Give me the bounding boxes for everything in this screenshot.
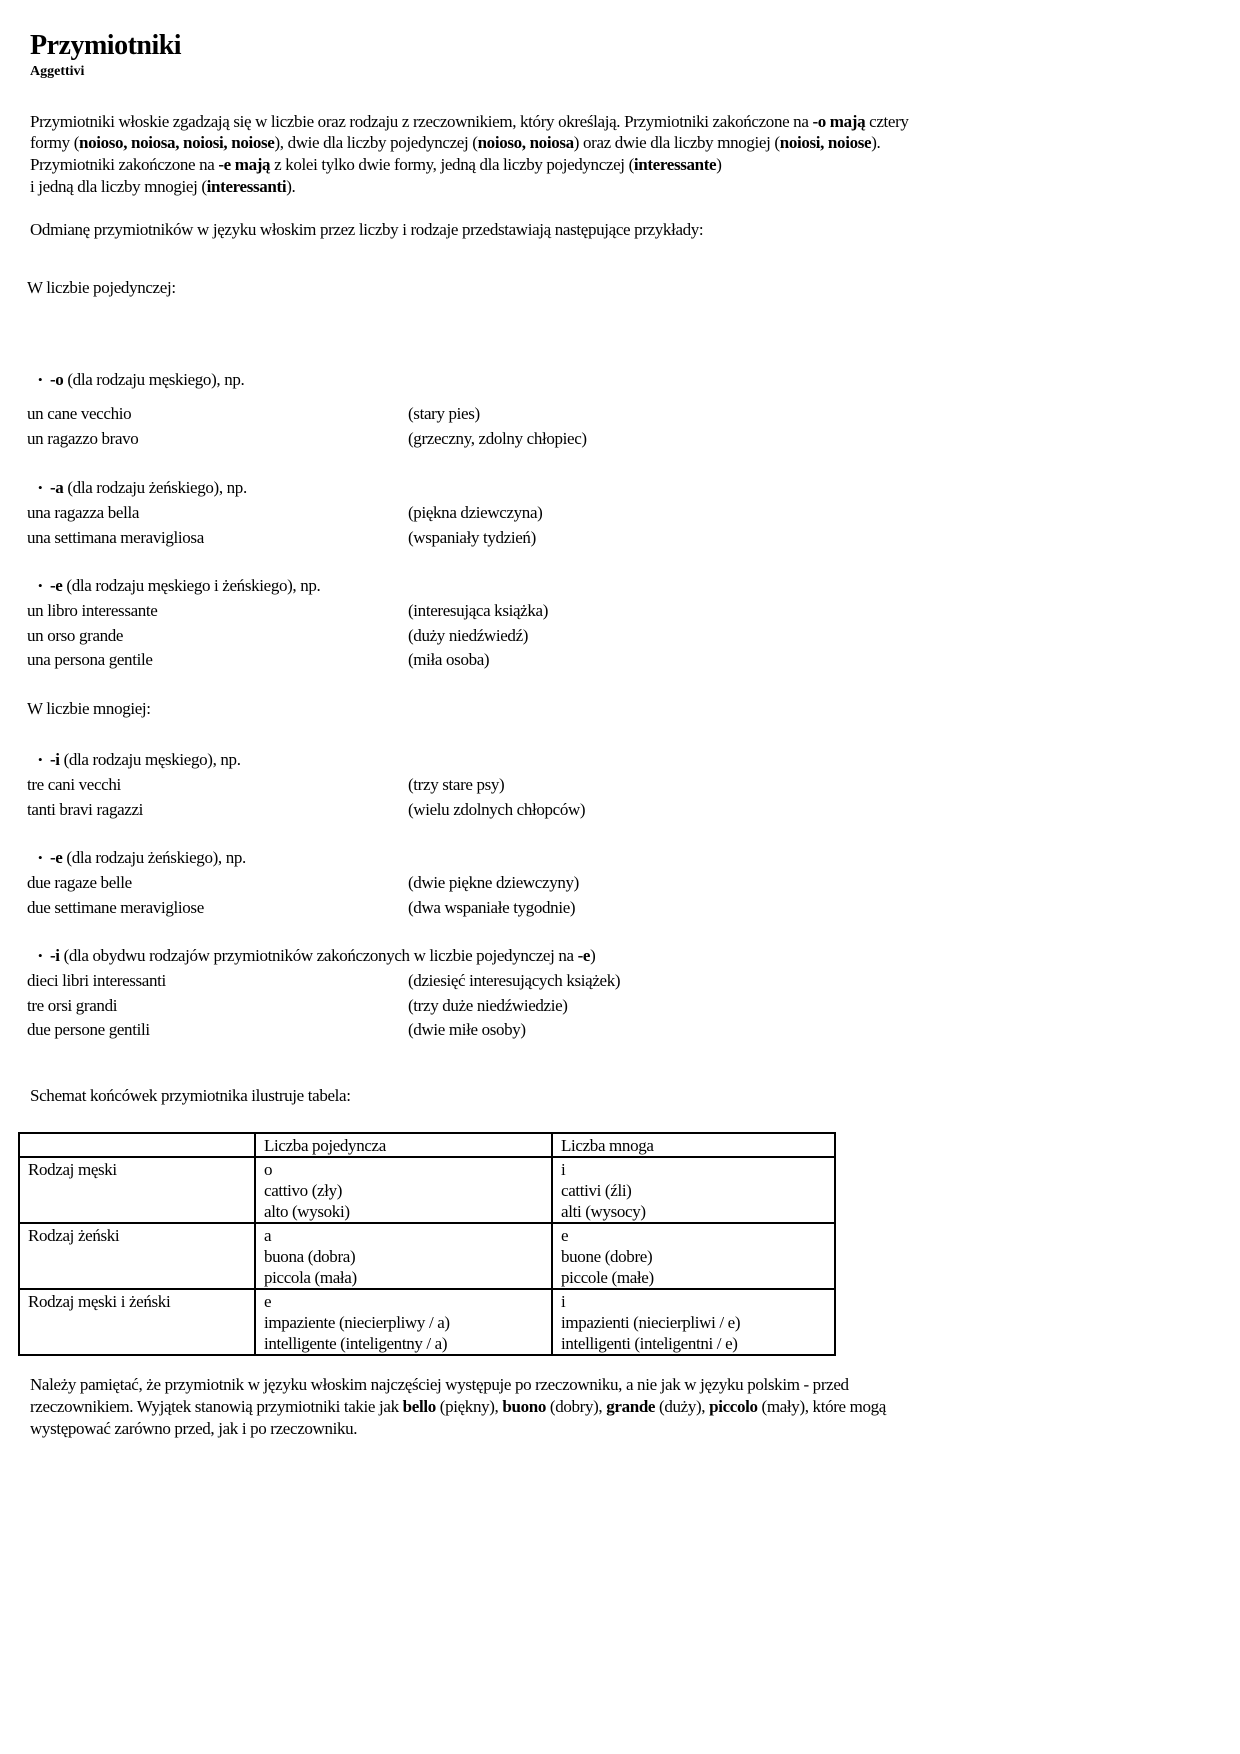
text-run: due persone gentili <box>27 1020 150 1039</box>
text-run: Przymiotniki włoskie zgadzają się w liczbie oraz rodzaju z rzeczownikiem, który określają. Przymiotniki zakończone na <box>30 112 813 131</box>
cell-line: i <box>561 1160 566 1179</box>
example-italian <box>27 775 121 795</box>
example-italian <box>27 601 158 621</box>
text-run: Należy pamiętać, że przymiotnik w języku włoskim najczęściej występuje po rzeczowniku, a nie jak w języku polskim - przed <box>30 1375 849 1394</box>
intro-paragraph-line <box>30 112 909 132</box>
text-run: • <box>38 850 43 865</box>
text-run: z kolei tylko dwie formy, jedną dla liczby pojedynczej ( <box>270 155 634 174</box>
text-run: Przymiotniki zakończone na <box>30 155 219 174</box>
bullet-icon <box>38 576 42 596</box>
bold-text: -i <box>50 750 60 769</box>
bullet-item <box>50 750 241 770</box>
text-run: • <box>38 480 43 495</box>
text-run: Odmianę przymiotników w języku włoskim przez liczby i rodzaje przedstawiają następujące przykłady: <box>30 220 704 239</box>
example-italian <box>27 650 153 670</box>
text-run: (dla rodzaju męskiego), np. <box>63 370 245 389</box>
example-translation <box>408 528 536 548</box>
cell-line: intelligenti (inteligentni / e) <box>561 1334 738 1353</box>
text-run: cztery <box>865 112 909 131</box>
cell-line: buona (dobra) <box>264 1247 356 1266</box>
bold-text: interessanti <box>206 177 287 196</box>
conclusion-paragraph-line <box>30 1375 849 1395</box>
bold-text: bello <box>402 1397 436 1416</box>
text-run: (dla rodzaju żeńskiego), np. <box>63 478 247 497</box>
example-italian <box>27 429 138 449</box>
table-cell <box>255 1223 552 1289</box>
example-italian <box>27 996 117 1016</box>
table-row <box>19 1223 835 1289</box>
table-header-cell: Liczba mnoga <box>552 1133 835 1157</box>
cell-line: alti (wysocy) <box>561 1202 646 1221</box>
singular-heading-line <box>27 278 176 298</box>
cell-line: cattivi (źli) <box>561 1181 632 1200</box>
bold-text: interessante <box>633 155 717 174</box>
text-run: formy ( <box>30 133 80 152</box>
bullet-icon <box>38 750 42 770</box>
example-translation <box>408 503 542 523</box>
example-italian <box>27 1020 150 1040</box>
cell-line: a <box>264 1226 272 1245</box>
bold-text: noioso, noiosa, noiosi, noiose <box>79 133 275 152</box>
table-cell <box>255 1157 552 1223</box>
table-header-cell <box>19 1133 255 1157</box>
text-run: (duży niedźwiedź) <box>408 625 529 645</box>
example-translation <box>408 898 575 918</box>
cell-line: Rodzaj żeński <box>28 1226 120 1245</box>
text-run: • <box>38 752 43 767</box>
table-cell <box>255 1289 552 1355</box>
text-run: (trzy stare psy) <box>408 775 505 794</box>
bold-text: -e <box>577 946 591 965</box>
bold-text: noioso, noiosa <box>477 133 574 152</box>
text-run: ) <box>716 155 722 174</box>
example-italian <box>27 503 139 523</box>
cell-line: cattivo (zły) <box>264 1181 343 1200</box>
example-translation <box>408 429 587 449</box>
table-row <box>19 1289 835 1355</box>
cell-line: Rodzaj męski i żeński <box>28 1292 171 1311</box>
bold-text: -i <box>50 946 60 965</box>
example-translation <box>408 775 504 795</box>
example-translation <box>408 626 528 646</box>
text-run: (duży), <box>655 1397 710 1416</box>
text-run: (interesująca książka) <box>408 601 549 620</box>
text-run: (wspaniały tydzień) <box>408 527 536 547</box>
example-italian <box>27 626 123 646</box>
table-row <box>19 1157 835 1223</box>
page-subtitle: Aggettivi <box>30 64 85 79</box>
text-run: ). <box>871 133 881 152</box>
table-cell <box>19 1223 255 1289</box>
text-run: (wielu zdolnych chłopców) <box>408 799 586 819</box>
bold-text: -a <box>50 478 64 497</box>
text-run: (dla obydwu rodzajów przymiotników zakończonych w liczbie pojedynczej na <box>59 946 578 965</box>
intro-paragraph-line <box>30 155 722 175</box>
bold-text: noiosi, noiose <box>779 133 872 152</box>
text-run: ). <box>286 177 296 196</box>
table-header-cell: Liczba pojedyncza <box>255 1133 552 1157</box>
example-translation <box>408 601 548 621</box>
table-header-row <box>19 1133 835 1157</box>
bullet-icon <box>38 946 42 966</box>
plural-heading-line <box>27 699 151 719</box>
bullet-icon <box>38 848 42 868</box>
text-run: występować zarówno przed, jak i po rzeczowniku. <box>30 1419 358 1438</box>
example-translation <box>408 1020 526 1040</box>
bullet-item <box>50 848 246 868</box>
text-run: una persona gentile <box>27 650 153 669</box>
table-cell <box>552 1223 835 1289</box>
example-italian <box>27 528 204 548</box>
table-cell <box>552 1289 835 1355</box>
text-run: rzeczownikiem. Wyjątek stanowią przymiotniki takie jak <box>30 1397 403 1416</box>
bold-text: -o <box>50 370 64 389</box>
text-run: (dwa wspaniałe tygodnie) <box>408 897 576 917</box>
intro-paragraph-line <box>30 177 295 197</box>
table-intro-line <box>30 1086 351 1106</box>
text-run: • <box>38 948 43 963</box>
intro-paragraph-line <box>30 133 880 153</box>
example-italian <box>27 898 204 918</box>
text-run: (dziesięć interesujących książek) <box>408 971 621 990</box>
table-cell <box>19 1289 255 1355</box>
bold-text: grande <box>606 1397 656 1416</box>
bold-text: -e <box>50 576 63 595</box>
text-run: tanti bravi ragazzi <box>27 799 144 819</box>
text-run: (miła osoba) <box>408 650 490 669</box>
text-run: (piękny), <box>435 1397 503 1416</box>
bullet-item <box>50 576 320 596</box>
text-run: (dla rodzaju męskiego), np. <box>59 750 241 769</box>
cell-line: piccole (małe) <box>561 1268 654 1287</box>
bold-text: piccolo <box>709 1397 758 1416</box>
example-translation <box>408 650 489 670</box>
example-italian <box>27 800 143 820</box>
text-run: • <box>38 372 43 387</box>
cell-line: buone (dobre) <box>561 1247 653 1266</box>
text-run: (trzy duże niedźwiedzie) <box>408 995 568 1015</box>
example-translation <box>408 404 480 424</box>
text-run: • <box>38 578 43 593</box>
text-run: una ragazza bella <box>27 503 140 522</box>
text-run: Schemat końcówek przymiotnika ilustruje tabela: <box>30 1086 351 1105</box>
text-run: (dobry), <box>545 1397 607 1416</box>
example-italian <box>27 873 132 893</box>
text-run: W liczbie pojedynczej: <box>27 278 176 297</box>
text-run: una settimana meravigliosa <box>27 527 204 547</box>
table-cell <box>552 1157 835 1223</box>
bold-text: -e <box>50 848 63 867</box>
text-run: ) oraz dwie dla liczby mnogiej ( <box>573 133 780 152</box>
bold-text: -o mają <box>812 112 866 131</box>
text-run: i jedną dla liczby mnogiej ( <box>30 177 207 196</box>
page-title: Przymiotniki <box>30 30 182 61</box>
cell-line: i <box>561 1292 566 1311</box>
example-translation <box>408 996 568 1016</box>
bullet-icon <box>38 478 42 498</box>
cell-line: impaziente (niecierpliwy / a) <box>264 1313 450 1332</box>
conclusion-paragraph-line <box>30 1419 357 1439</box>
text-run: due ragaze belle <box>27 873 132 892</box>
text-run: un ragazzo bravo <box>27 428 139 448</box>
text-run: un orso grande <box>27 625 124 645</box>
text-run: (dwie piękne dziewczyny) <box>408 873 579 892</box>
bullet-item <box>50 946 595 966</box>
bullet-item <box>50 478 247 498</box>
example-italian <box>27 404 131 424</box>
example-translation <box>408 971 620 991</box>
text-run: (stary pies) <box>408 404 480 423</box>
text-run: W liczbie mnogiej: <box>27 699 151 718</box>
bold-text: -e mają <box>218 155 271 174</box>
text-run: (grzeczny, zdolny chłopiec) <box>408 428 587 448</box>
cell-line: e <box>264 1292 272 1311</box>
cell-line: o <box>264 1160 273 1179</box>
example-translation <box>408 873 579 893</box>
bullet-item <box>50 370 244 390</box>
text-run: tre orsi grandi <box>27 995 118 1015</box>
text-run: (dla rodzaju męskiego i żeńskiego), np. <box>62 576 321 595</box>
text-run: un cane vecchio <box>27 404 132 423</box>
cell-line: impazienti (niecierpliwi / e) <box>561 1313 741 1332</box>
text-run: (piękna dziewczyna) <box>408 503 543 522</box>
endings-table <box>18 1132 836 1356</box>
text-run: un libro interessante <box>27 601 158 620</box>
bold-text: buono <box>502 1397 546 1416</box>
text-run: (dla rodzaju żeńskiego), np. <box>62 848 246 867</box>
text-run: ), dwie dla liczby pojedynczej ( <box>274 133 478 152</box>
text-run: due settimane meravigliose <box>27 897 204 917</box>
examples-intro-line <box>30 220 703 240</box>
cell-line: piccola (mała) <box>264 1268 357 1287</box>
table-cell <box>19 1157 255 1223</box>
conclusion-paragraph-line <box>30 1397 886 1417</box>
cell-line: alto (wysoki) <box>264 1202 350 1221</box>
cell-line: e <box>561 1226 569 1245</box>
example-italian <box>27 971 166 991</box>
text-run: tre cani vecchi <box>27 775 121 794</box>
cell-line: Rodzaj męski <box>28 1160 117 1179</box>
text-run: (mały), które mogą <box>757 1397 887 1416</box>
text-run: dieci libri interessanti <box>27 971 166 990</box>
example-translation <box>408 800 585 820</box>
bullet-icon <box>38 370 42 390</box>
cell-line: intelligente (inteligentny / a) <box>264 1334 448 1353</box>
text-run: (dwie miłe osoby) <box>408 1020 526 1039</box>
text-run: ) <box>590 946 596 965</box>
